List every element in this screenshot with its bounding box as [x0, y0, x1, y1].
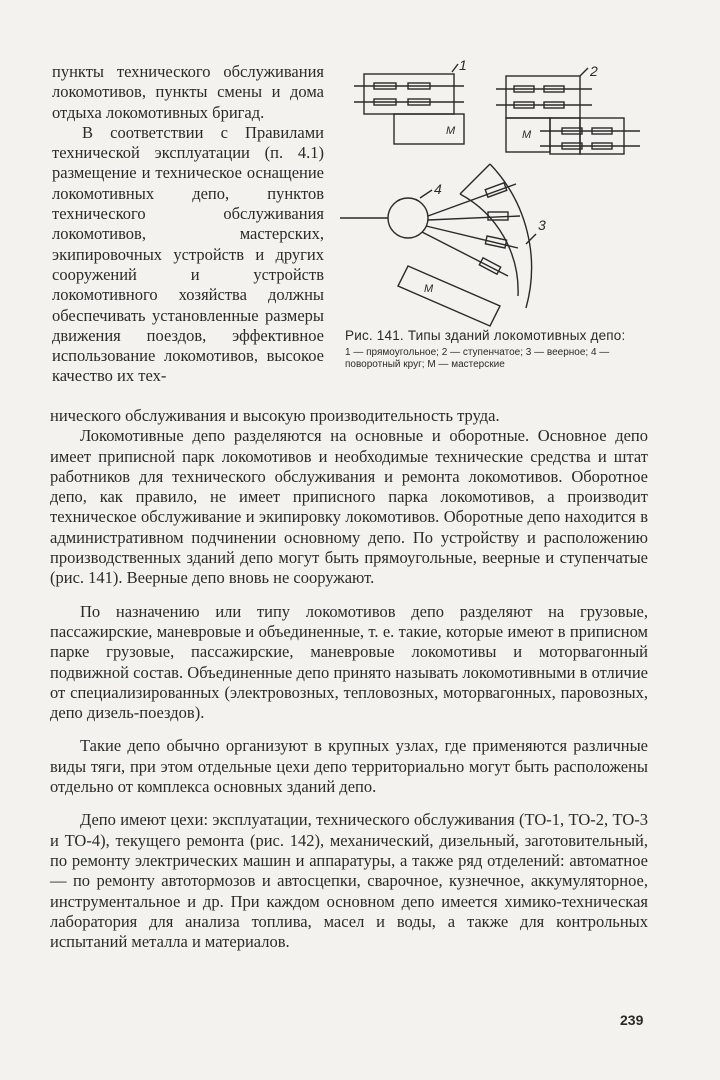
stepped-depot [496, 68, 640, 154]
label-2: 2 [590, 63, 598, 79]
paragraph-workshops: Депо имеют цехи: эксплуатации, технического обслуживания (ТО-1, ТО-2, ТО-3 и ТО-4), текущего ремонта (рис. 142), механический, дизельный, заготовительный, по ремонту электрических машин и аппаратуры, а также ряд отделений: автоматное — по ремонту автотормозов и автосцепки, сварочное, кузнечное, аккумуляторное, инструментальное и др. При каждом основном депо имеется химико-техническая лаборатория для анализа топлива, масел и воды, а также для контрольных испытаний металла и материалов. [50, 810, 648, 952]
figure-caption [345, 328, 647, 371]
page-number: 239 [620, 1012, 644, 1028]
paragraph-continued: нического обслуживания и высокую производительность труда. [50, 406, 500, 425]
caption-title: Рис. 141. Типы зданий локомотивных депо: [345, 328, 626, 343]
paragraph-organization: Такие депо обычно организуют в крупных узлах, где применяются различные виды тяги, при этом отдельные цехи депо территориально могут быть расположены отдельно от комплекса основных зданий депо. [50, 736, 648, 797]
paragraph-continuation: пункты технического обслуживания локомотивов, пункты смены и дома отдыха локомотивных бригад. [52, 62, 324, 122]
label-m-step: М [522, 129, 532, 141]
paragraph-depot-purpose: По назначению или типу локомотивов депо разделяют на грузовые, пассажирские, маневровые и объединенные, т. е. такие, которые имеют в приписном парке грузовые, пассажирские, маневровые локомотивы и моторвагонный подвижной состав. Объединенные депо принято называть локомотивными в отличие от специализированных (электровозных, тепловозных, моторвагонных, паровозных, депо дизель-поездов). [50, 601, 648, 723]
caption-legend: 1 — прямоугольное; 2 — ступенчатое; 3 — веерное; 4 — поворотный круг; М — мастерские [345, 347, 610, 370]
paragraph-regulations: В соответствии с Правилами технической эксплуатации (п. 4.1) размещение и техническое оснащение локомотивных депо, пунктов технического обслуживания локомотивов, мастерских, экипировочных устройств и других сооружений и устройств локомотивного хозяйства должны обеспечивать установленные размеры движения поездов, эффективное использование локомотивов, высокое качество их тех- [52, 122, 324, 386]
main-text [50, 406, 648, 965]
label-1: 1 [459, 57, 467, 73]
label-4: 4 [434, 181, 442, 197]
label-m-rect: М [446, 125, 456, 137]
label-m-fan: М [424, 283, 434, 295]
left-column-text [52, 62, 324, 387]
label-3: 3 [538, 217, 546, 233]
paragraph-depot-types: Локомотивные депо разделяются на основные и оборотные. Основное депо имеет приписной парк локомотивов и необходимые технические средства и штат работников для технического обслуживания и ремонта локомотивов. Оборотное депо, как правило, не имеет приписного парка локомотивов, а производит техническое обслуживание и экипировку локомотивов. Оборотные депо находится в административном подчинении основному депо. По устройству и расположению производственных зданий депо могут быть прямоугольные, веерные и ступенчатые (рис. 141). Веерные депо вновь не сооружают. [50, 426, 648, 588]
depot-types-figure [340, 56, 660, 361]
